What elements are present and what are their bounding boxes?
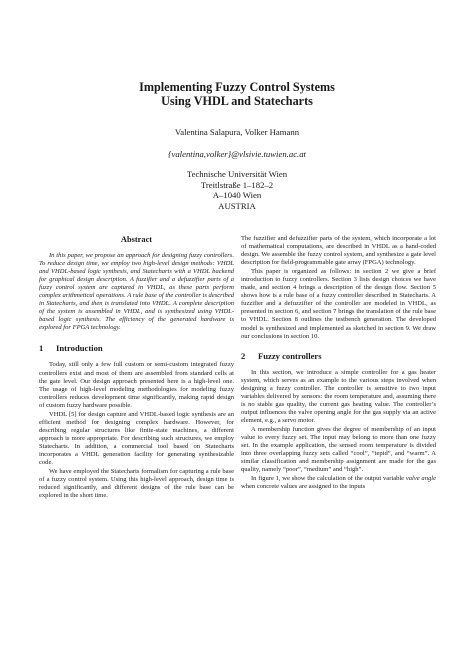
body-paragraph: We have employed the Statecharts formalism for capturing a rule base of a fuzzy control system. Using this high-level approach, design time is reduced significantly, and different designs of the rule base can be explored in the short time. — [39, 468, 234, 500]
section-title: Fuzzy controllers — [258, 350, 322, 361]
affiliation-block — [60, 169, 414, 211]
affiliation-line: Treitlstraße 1–182–2 — [200, 179, 274, 190]
section-heading-fuzzy-controllers — [241, 351, 436, 361]
paragraph-text: In figure 1, we show the calculation of the output variable — [251, 475, 405, 483]
body-paragraph: This paper is organized as follows: in section 2 we give a brief introduction to fuzzy controllers. Section 3 lists design choices we have made, and section 4 brings a description of the design flow. Section 5 shows how is a rule base of a fuzzy controller described in Statecharts. A fuzzifier and a defuzzifier of the controller are modeled in VHDL, as presented in section 6, and section 7 brings the translation of the rule base to VHDL. Section 8 outlines the testbench generation. The developed model is synthesized and implemented as sketched in section 9. We draw our conclusions in section 10. — [241, 268, 436, 340]
body-paragraph: VHDL [5] for design capture and VHDL-based logic synthesis are an efficient method for designing complex hardware. However, for describing regular structures like finite-state machines, a different approach is more appropriate. For describing such structures, we employ Statecharts. In addition, a commercial tool based on Statecharts incorporates a VHDL generation facility for generating synthesizable code. — [39, 410, 234, 467]
title-line-2: Using VHDL and Statecharts — [161, 94, 313, 108]
section-heading-introduction — [39, 343, 234, 353]
abstract-text: In this paper, we propose an approach for designing fuzzy controllers. To reduce design time, we employ two high-level design methods: VHDL and VHDL-based logic synthesis, and Statecharts with a VHDL backend for graphical design description. A fuzzifier and a defuzzifier parts of a fuzzy control system are captured in VHDL, as these parts perform complex arithmetical operations. A rule base of the controller is described in Statecharts, and then is translated into VHDL. A complete description of the system is assembled in VHDL, and is synthesized using VHDL-based logic synthesis. The efficiency of the generated hardware is explored for FPGA technology. — [39, 252, 234, 332]
section-number: 2 — [241, 350, 246, 361]
section-number: 1 — [39, 343, 44, 354]
left-column — [39, 235, 234, 500]
body-paragraph: A membership function gives the degree of membership of an input value to every fuzzy set. The input may belong to more than one fuzzy set. In the example application, the sensed room temperature is divided into three overlapping fuzzy sets called “cool”, “tepid”, and “warm”. A similar classification and membership assignment are made for the gas quality, namely “poor”, “medium” and “high”. — [241, 425, 436, 474]
title-line-1: Implementing Fuzzy Control Systems — [139, 80, 335, 94]
section-title: Introduction — [56, 343, 103, 354]
author-email: {valentina,volker}@vlsivie.tuwien.ac.at — [168, 149, 306, 159]
body-paragraph: In this section, we introduce a simple controller for a gas heater system, which serves as an example to the various steps involved when designing a fuzzy controller. The controller is sensitive to two input variables delivered by sensors: the room temperature and, assuming there is no stable gas quality, the current gas heating value. The controller’s output influences the valve opening angle for the gas supply via an active element, e.g., a servo motor. — [241, 368, 436, 424]
right-column — [241, 235, 436, 491]
affiliation-line: A–1040 Wien — [212, 190, 262, 200]
body-paragraph: Today, still only a few full custom or semi-custom integrated fuzzy controllers exist and most of them are assembled from standard cells at the gate level. Our design approach presented here is a high-level one. The usage of high-level modeling methodologies for modeling fuzzy controllers reduces development time significantly, making rapid design of custom fuzzy hardware possible. — [39, 361, 234, 409]
paper-title — [60, 80, 414, 108]
affiliation-line: AUSTRIA — [218, 200, 256, 211]
author-names: Valentina Salapura, Volker Hamann — [174, 127, 300, 137]
paragraph-text: when concrete values are assigned to the inputs — [241, 483, 366, 491]
italic-term: valve angle — [405, 475, 436, 483]
body-paragraph — [241, 475, 436, 491]
abstract-heading: Abstract — [120, 235, 153, 244]
body-paragraph: The fuzzifier and defuzzifier parts of the system, which incorporate a lot of mathematical computations, are described in VHDL as a hand-coded design. We assemble the fuzzy control system, and synthesize a gate level description for field-programmable gate array (FPGA) technology. — [241, 235, 436, 267]
affiliation-line: Technische Universität Wien — [186, 169, 288, 179]
